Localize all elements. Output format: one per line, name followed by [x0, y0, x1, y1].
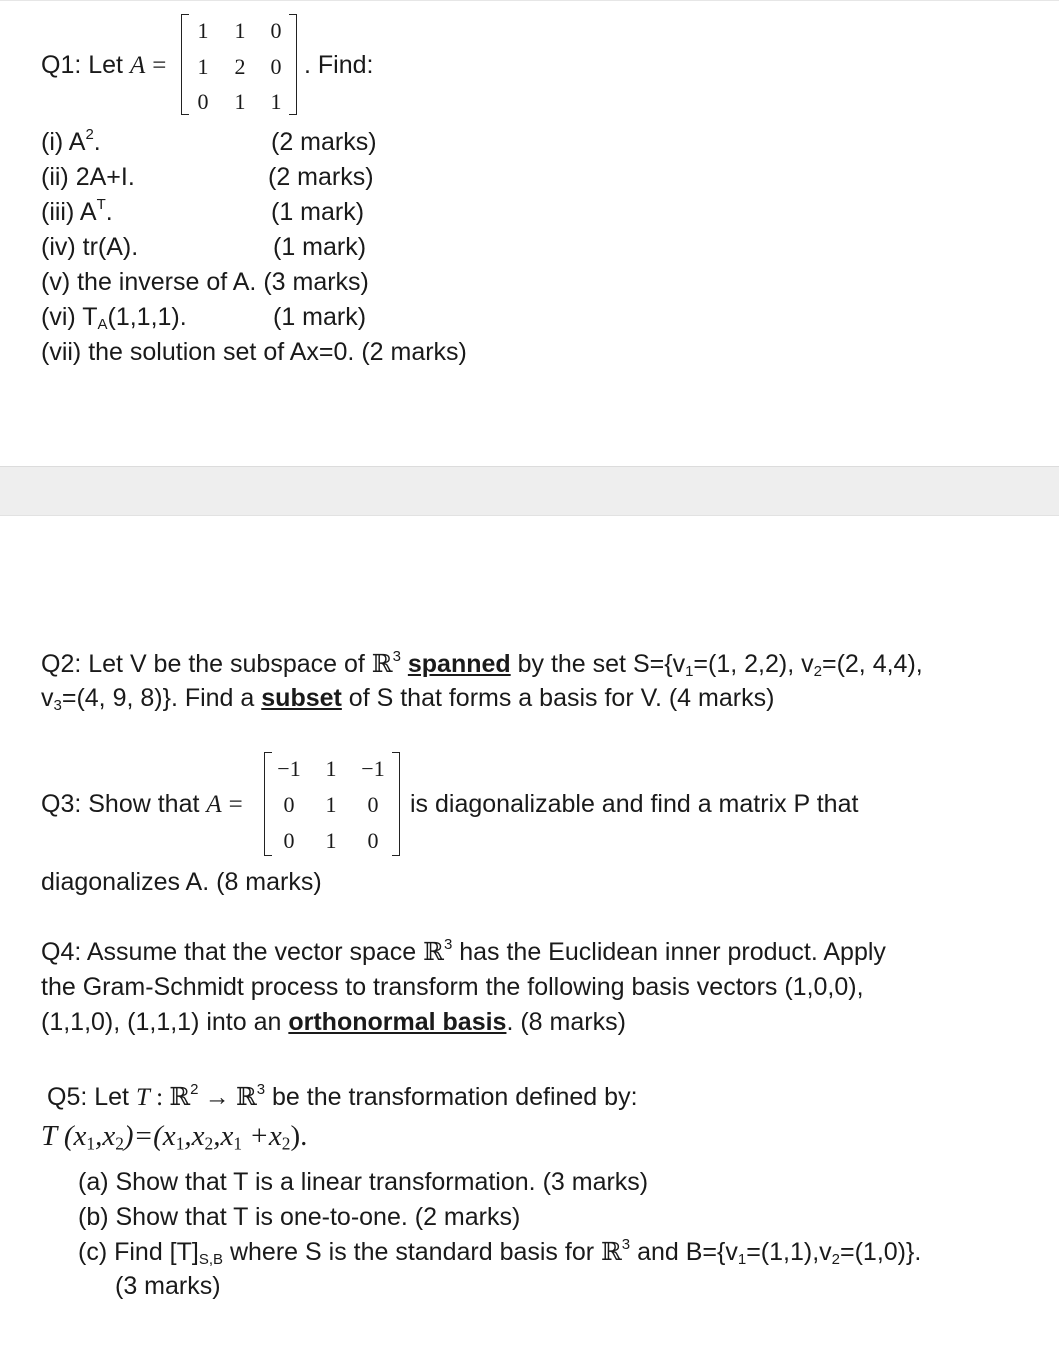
- q1-item-v: (v) the inverse of A. (3 marks): [41, 268, 369, 296]
- right-bracket: [392, 752, 400, 856]
- top-edge: [0, 0, 1059, 1]
- q1-item-vi-marks: (1 mark): [273, 303, 367, 331]
- page-separator: [0, 466, 1059, 516]
- matrix-cell: 1: [270, 89, 282, 114]
- matrix-cell: 2: [234, 54, 246, 79]
- matrix-cell: 0: [197, 89, 209, 114]
- matrix-cell: 1: [325, 792, 337, 817]
- q1-item-iv-marks: (1 mark): [273, 233, 367, 261]
- q5-part-c: (c) Find $[T]_{S,B}$ where S is the standard basis for ℝ$^3$ and $B=\{v_1=(1,1),v_2=(1,0)\}$.: [78, 1235, 922, 1268]
- q1-item-vii: (vii) the solution set of Ax=0. (2 marks): [41, 338, 467, 366]
- matrix-cell: 1: [234, 89, 246, 114]
- q4-line-3: (1,1,0), (1,1,1) into an orthonormal basis. (8 marks): [41, 1008, 626, 1036]
- matrix-cell: 1: [325, 756, 337, 781]
- left-bracket: [264, 752, 272, 856]
- matrix-cell: 1: [197, 18, 209, 43]
- q1-matrix: [181, 14, 297, 115]
- q2-line-1: Q2: Let V be the subspace of ℝ$^3$ spanned by the set $S=\{v_1=(1$, 2,2), $v_2=(2$, 4,4),: [41, 647, 923, 680]
- q1-item-i: (i) $A^2$.: [41, 125, 101, 156]
- matrix-cell: 0: [283, 792, 295, 817]
- q5-part-a: (a) Show that T is a linear transformation. (3 marks): [78, 1168, 649, 1196]
- q5-definition: T $(x_1,x_2)=(x_1,x_2,x_1 +x_2)$.: [41, 1120, 308, 1154]
- q4-line-1: Q4: Assume that the vector space ℝ$^3$ has the Euclidean inner product. Apply: [41, 935, 886, 966]
- q3-line-2: diagonalizes A. (8 marks): [41, 868, 322, 896]
- q2-line-2: $v_3=(4$, 9, 8)}. Find a subset of S that forms a basis for V. (4 marks): [41, 684, 775, 714]
- q1-item-vi: (vi) $T_A(1,1,1)$.: [41, 303, 187, 333]
- q1-item-iv: (iv) tr(A).: [41, 233, 139, 261]
- q1-item-ii-marks: (2 marks): [268, 163, 374, 191]
- q1-find: . Find:: [304, 51, 374, 79]
- q3-text: is diagonalizable and find a matrix P that: [410, 790, 859, 818]
- matrix-cell: 0: [367, 792, 379, 817]
- matrix-cell: 1: [234, 18, 246, 43]
- matrix-cell: −1: [361, 756, 385, 781]
- q5-part-c-marks: (3 marks): [115, 1272, 221, 1300]
- matrix-cell: −1: [277, 756, 301, 781]
- q3-matrix: [264, 752, 400, 856]
- q1-item-ii: (ii) 2A+I.: [41, 163, 135, 191]
- q1-item-iii: (iii) $A^T$.: [41, 195, 113, 226]
- matrix-cell: 0: [270, 54, 282, 79]
- matrix-cell: 0: [270, 18, 282, 43]
- q4-line-2: the Gram-Schmidt process to transform the following basis vectors (1,0,0),: [41, 973, 864, 1001]
- q5-part-b: (b) Show that T is one-to-one. (2 marks): [78, 1203, 521, 1231]
- q1-intro: Q1: Let A =: [41, 51, 167, 79]
- matrix-cell: 0: [367, 828, 379, 853]
- matrix-cell: 0: [283, 828, 295, 853]
- matrix-cell: 1: [325, 828, 337, 853]
- q1-item-iii-marks: (1 mark): [271, 198, 365, 226]
- q1-item-i-marks: (2 marks): [271, 128, 377, 156]
- matrix-cell: 1: [197, 54, 209, 79]
- q3-intro: Q3: Show that A =: [41, 790, 243, 818]
- q5-intro: Q5: Let T : ℝ$^2$ → ℝ$^3$ be the transformation defined by:: [47, 1080, 638, 1111]
